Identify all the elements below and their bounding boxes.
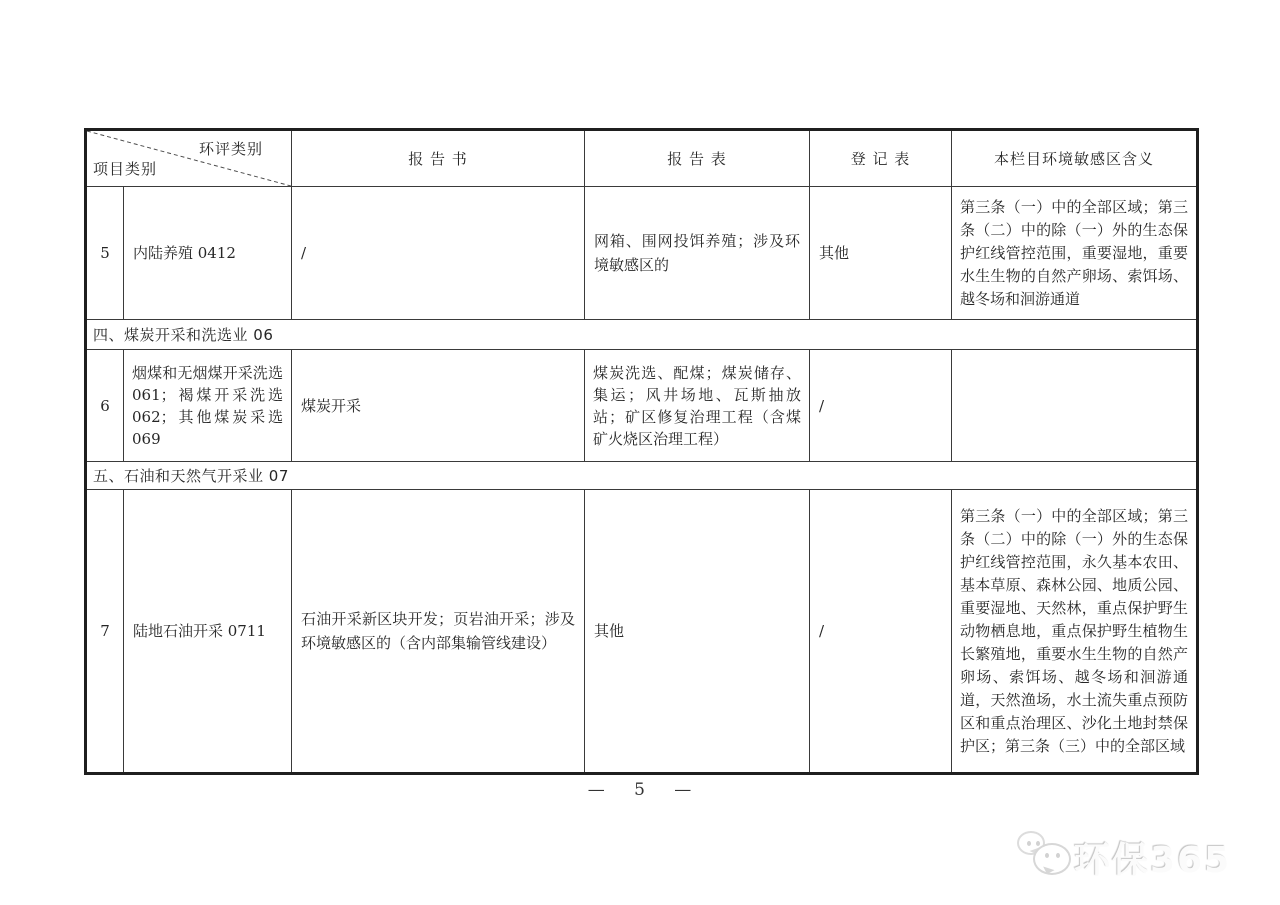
diagonal-header-cell [86, 130, 292, 187]
row7-report-book: 石油开采新区块开发；页岩油开采；涉及环境敏感区的（含内部集输管线建设） [292, 490, 585, 774]
wechat-big-bubble [1033, 843, 1071, 875]
row7-category: 陆地石油开采 0711 [124, 490, 292, 774]
header-sensitive-meaning: 本栏目环境敏感区含义 [952, 130, 1198, 187]
row7-report-form: 其他 [585, 490, 810, 774]
table-header-row [86, 130, 1198, 187]
row5-category: 内陆养殖 0412 [124, 187, 292, 320]
row5-report-form: 网箱、围网投饵养殖；涉及环境敏感区的 [585, 187, 810, 320]
table-row [86, 350, 1198, 462]
row5-registration-form: 其他 [810, 187, 952, 320]
header-report-form: 报 告 表 [585, 130, 810, 187]
wechat-icon [1016, 829, 1074, 885]
page-number: — 5 — [587, 780, 693, 800]
table-row [86, 490, 1198, 774]
section-row-oil-gas [86, 462, 1198, 490]
row5-number: 5 [86, 187, 124, 320]
row6-sensitive-meaning [952, 350, 1198, 462]
watermark-brand-text: 环保365 [1074, 839, 1232, 881]
row7-registration-form: / [810, 490, 952, 774]
header-eia-category-label: 环评类别 [198, 140, 263, 158]
row5-sensitive-meaning: 第三条（一）中的全部区域；第三条（二）中的除（一）外的生态保护红线管控范围，重要湿地，重要水生生物的自然产卵场、索饵场、越冬场和洄游通道 [952, 187, 1198, 320]
header-report-book: 报 告 书 [292, 130, 585, 187]
section-title-coal: 四、煤炭开采和洗选业 06 [86, 320, 1198, 350]
row6-registration-form: / [810, 350, 952, 462]
row7-sensitive-meaning: 第三条（一）中的全部区域；第三条（二）中的除（一）外的生态保护红线管控范围，永久基本农田、基本草原、森林公园、地质公园、重要湿地、天然林，重点保护野生动物栖息地，重点保护野生植物生长繁殖地，重要水生生物的自然产卵场、索饵场、越冬场和洄游通道，天然渔场，水土流失重点预防区和重点治理区、沙化土地封禁保护区；第三条（三）中的全部区域 [952, 490, 1198, 774]
section-title-oil-gas: 五、石油和天然气开采业 07 [86, 462, 1198, 490]
watermark-logo [1016, 822, 1246, 892]
row6-number: 6 [86, 350, 124, 462]
eia-category-table [84, 128, 1199, 775]
header-registration-form: 登 记 表 [810, 130, 952, 187]
row6-report-book: 煤炭开采 [292, 350, 585, 462]
section-row-coal [86, 320, 1198, 350]
row6-report-form: 煤炭洗选、配煤；煤炭储存、集运；风井场地、瓦斯抽放站；矿区修复治理工程（含煤矿火烧区治理工程） [585, 350, 810, 462]
row7-number: 7 [86, 490, 124, 774]
row6-category: 烟煤和无烟煤开采洗选 061；褐煤开采洗选 062；其他煤炭采选 069 [124, 350, 292, 462]
header-project-category-label: 项目类别 [93, 160, 158, 178]
row5-report-book: / [292, 187, 585, 320]
table-row [86, 187, 1198, 320]
